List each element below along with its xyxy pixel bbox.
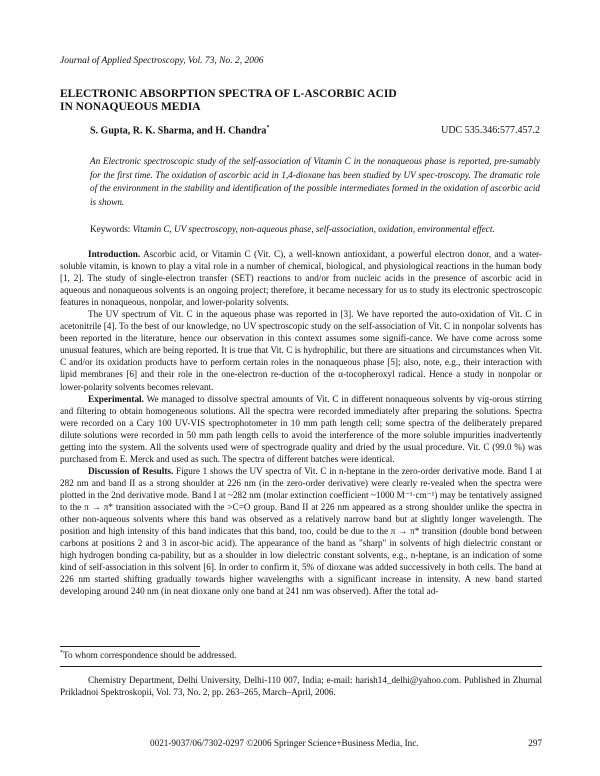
keywords-label: Keywords: [90, 224, 131, 234]
title-line-2: IN NONAQUEOUS MEDIA [60, 101, 201, 113]
affiliation-rule [60, 666, 542, 667]
footnote-mark: * [60, 650, 63, 656]
keywords [90, 224, 540, 234]
page-number: 297 [528, 738, 542, 748]
corresponding-mark: * [266, 125, 270, 131]
section-head-discussion: Discussion of Results. [88, 465, 174, 476]
author-list [90, 125, 269, 136]
copyright-line: 0021-9037/06/7302-0297 ©2006 Springer Science+Business Media, Inc. [150, 738, 419, 748]
author-names: S. Gupta, R. K. Sharma, and H. Chandra [90, 125, 267, 137]
section-head-introduction: Introduction. [88, 249, 141, 259]
article-body [60, 248, 542, 597]
paragraph-discussion [60, 465, 542, 598]
article-title [60, 88, 540, 114]
experimental-text: We managed to dissolve spectral amounts of Vit. C in different nonaqueous solvents by vig-orous stirring and filtering to obtain homogeneous solutions. All the spectra were recorded immediately after preparing the solutions. Spectra were recorded on a Cary 100 UV-VIS spectrophotometer in 10 mm path length cell; some spectra of the deliberately prepared dilute solutions were recorded in 50 mm path length cells to avoid the interference of the more soluble impurities inadvertently getting into the system. All the solvents used were of spectrograde quality and dried by the usual procedure. Vit. C (99.0 %) was purchased from E. Merck and used as such. The spectra of different batches were identical. [60, 393, 542, 464]
keywords-text: Vitamin C, UV spectroscopy, non-aqueous phase, self-association, oxidation, environmental effect. [132, 224, 495, 234]
udc-code: UDC 535.346:577.457.2 [441, 125, 540, 136]
title-line-1: ELECTRONIC ABSORPTION SPECTRA OF L-ASCORBIC ACID [60, 88, 397, 100]
section-head-experimental: Experimental. [88, 393, 144, 404]
introduction-text: Ascorbic acid, or Vitamin C (Vit. C), a well-known antioxidant, a powerful electron donor, and a water-soluble vitamin, is known to play a vital role in a number of chemical, biological, and physiological reactions in the human body [1, 2]. The study of single-electron transfer (SET) reactions to and/or from nucleic acids in the presence of ascorbic acid in aqueous and nonaqueous solvents is an ongoing project; therefore, it became necessary for us to study its electronic spectroscopic features in nonaqueous, nonpolar, and lower-polarity solvents. [60, 249, 542, 308]
journal-header: Journal of Applied Spectroscopy, Vol. 73, No. 2, 2006 [60, 56, 264, 66]
paragraph-introduction [60, 248, 542, 308]
paragraph-uv-spectrum: The UV spectrum of Vit. C in the aqueous phase was reported in [3]. We have reported the auto-oxidation of Vit. C in acetonitrile [4]. To the best of our knowledge, no UV spectroscopic study on the self-association of Vit. C in nonpolar solvents has been reported in the literature, hence our observation in this context assumes some signifi-cance. We have come across some unusual features, which are being reported. It is true that Vit. C is hydrophilic, but there are situations and circumstances when Vit. C and/or its oxidation products have to perform certain roles in the nonaqueous phase [5]; also, note, e.g., their interaction with lipid membranes [6] and their role in the one-electron re-duction of the α-tocopheroxyl radical. Hence a study in nonpolar or lower-polarity solvents becomes relevant. [60, 309, 542, 392]
affiliation: Chemistry Department, Delhi University, Delhi-110 007, India; e-mail: harish14_delhi@yahoo.com. Published in Zhurnal Prikladnoi Spektroskopii, Vol. 73, No. 2, pp. 263–265, March–April, 2006. [60, 675, 542, 697]
abstract: An Electronic spectroscopic study of the self-association of Vitamin C in the nonaqueous phase is reported, pre-sumably for the first time. The oxidation of ascorbic acid in 1,4-dioxane has been studied by UV spec-troscopy. The dramatic role of the environment in the stability and identification of the possible intermediates formed in the oxidation of ascorbic acid is shown. [90, 156, 540, 207]
footnote-text: To whom correspondence should be addressed. [63, 650, 237, 661]
footnote-rule [60, 646, 200, 647]
paragraph-experimental [60, 393, 542, 465]
discussion-text: Figure 1 shows the UV spectra of Vit. C in n-heptane in the zero-order derivative mode. Band I at 282 nm and band II as a strong shoulder at 226 nm (in the zero-order derivative) were clearly re-vealed when the spectra were plotted in the 2nd derivative mode. Band I at ~282 nm (molar extinction coefficient ~1000 M⁻¹·cm⁻¹) may be tentatively assigned to the π → π* transition associated with the >C=O group. Band II at 226 nm appeared as a strong shoulder unlike the spectra in other non-aqueous solvents where this band was observed as a relatively narrow band but at slightly longer wavelength. The position and high intensity of this band indicates that this band, too, could be due to the π → π* transition (double bond between carbons at positions 2 and 3 in ascor-bic acid). The appearance of the band as "sharp" in solvents of high dielectric constant or high hydrogen bonding ca-pability, but as a shoulder in low dielectric constant solvents, e.g., n-heptane, is an indication of some kind of self-association in this solvent [6]. In order to confirm it, 5% of dioxane was added successively in both cells. The band at 226 nm started shifting gradually towards higher wavelengths with a significant increase in intensity. A new band started developing around 240 nm (in neat dioxane only one band at 241 nm was observed). After the total ad- [60, 465, 542, 597]
footnote [60, 650, 236, 660]
